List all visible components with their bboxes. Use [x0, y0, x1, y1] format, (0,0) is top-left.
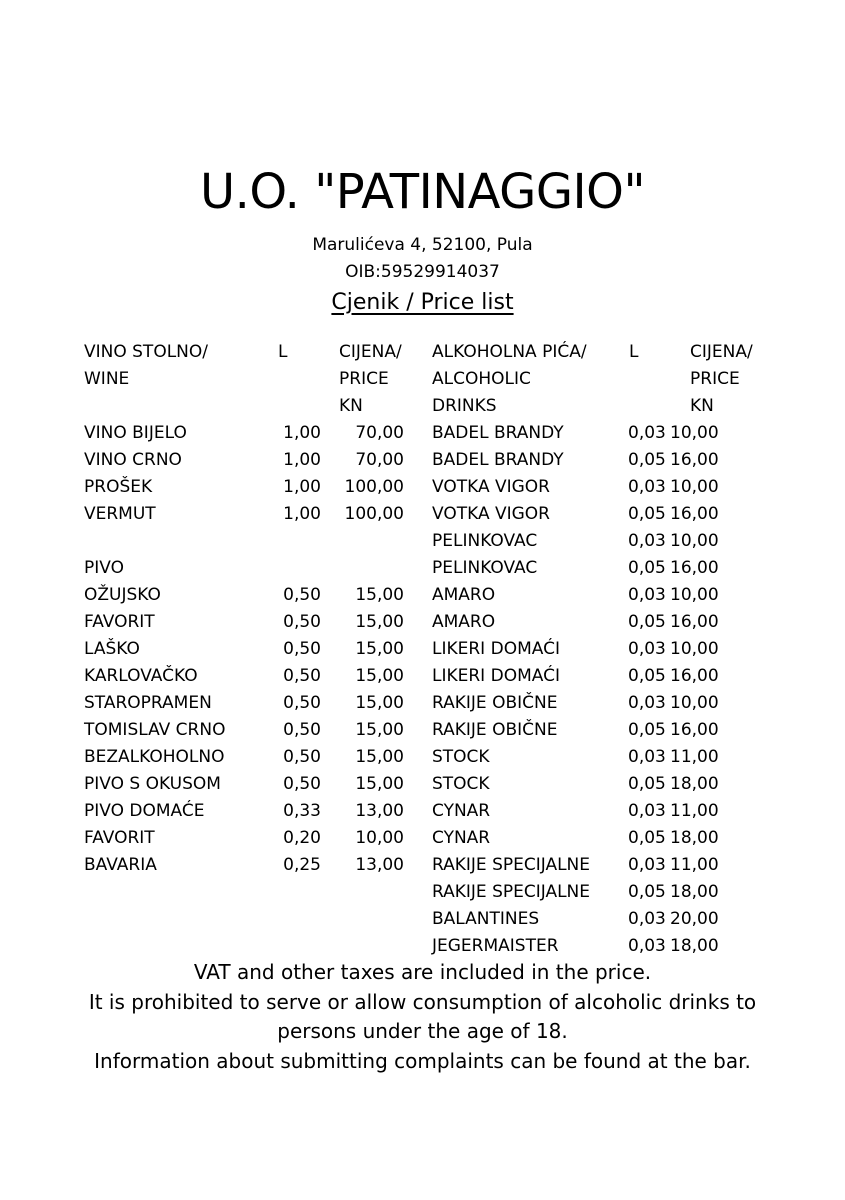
item-name: RAKIJE OBIČNE [432, 720, 558, 740]
item-name: STAROPRAMEN [84, 693, 212, 713]
item-price: 13,00 [355, 801, 404, 821]
footer-alcohol-note: It is prohibited to serve or allow consumption of alcoholic drinks to [88, 989, 757, 1014]
item-price [321, 555, 404, 582]
item-price: 10,00 [670, 639, 719, 659]
item-volume: 0,03 [628, 477, 666, 497]
price-row [432, 474, 740, 501]
item-volume: 1,00 [283, 477, 321, 497]
item-price: 15,00 [355, 585, 404, 605]
item-price [321, 528, 404, 555]
item-name: VINO BIJELO [84, 423, 187, 443]
item-name: AMARO [432, 612, 496, 632]
item-price: 10,00 [355, 828, 404, 848]
wine-beer-price-table [84, 420, 404, 879]
item-price: 18,00 [670, 936, 719, 956]
price-row [84, 555, 404, 582]
price-row [84, 528, 404, 555]
item-price: 10,00 [670, 693, 719, 713]
item-price: 15,00 [355, 720, 404, 740]
item-name: JEGERMAISTER [432, 936, 559, 956]
price-row [84, 420, 404, 447]
item-price: 15,00 [355, 693, 404, 713]
price-row [84, 744, 404, 771]
footer-complaints-note: Information about submitting complaints can be found at the bar. [94, 1048, 751, 1073]
price-row [432, 906, 740, 933]
item-volume: 0,50 [283, 612, 321, 632]
item-name: PIVO [84, 558, 124, 578]
item-price: 70,00 [355, 423, 404, 443]
item-name: PIVO S OKUSOM [84, 774, 221, 794]
item-name: FAVORIT [84, 612, 155, 632]
price-row [84, 690, 404, 717]
item-name: RAKIJE OBIČNE [432, 693, 558, 713]
item-name: STOCK [432, 747, 490, 767]
price-row [432, 501, 740, 528]
item-name: LIKERI DOMAĆI [432, 666, 560, 686]
item-volume: 0,50 [283, 585, 321, 605]
item-name: TOMISLAV CRNO [84, 720, 226, 740]
item-price: 15,00 [355, 612, 404, 632]
item-name: VERMUT [84, 504, 156, 524]
item-volume: 0,33 [283, 801, 321, 821]
item-volume: 1,00 [283, 450, 321, 470]
price-row [432, 933, 740, 960]
footer-age-note: persons under the age of 18. [277, 1019, 568, 1043]
item-volume: 0,03 [628, 801, 666, 821]
price-row [84, 825, 404, 852]
item-name: OŽUJSKO [84, 585, 161, 605]
price-row [432, 528, 740, 555]
item-price: 16,00 [670, 558, 719, 578]
price-row [84, 798, 404, 825]
item-price: 16,00 [670, 450, 719, 470]
item-volume: 0,05 [628, 774, 666, 794]
item-name [84, 528, 277, 555]
item-volume: 0,05 [628, 828, 666, 848]
venue-address: Marulićeva 4, 52100, Pula [312, 235, 533, 255]
item-volume: 0,03 [628, 693, 666, 713]
item-volume: 0,03 [628, 909, 666, 929]
item-name: CYNAR [432, 801, 491, 821]
item-price: 16,00 [670, 720, 719, 740]
item-volume: 1,00 [283, 423, 321, 443]
price-row [84, 852, 404, 879]
item-volume: 0,05 [628, 504, 666, 524]
price-row [84, 447, 404, 474]
item-name: PELINKOVAC [432, 558, 538, 578]
item-volume [277, 555, 321, 582]
price-row [432, 771, 740, 798]
item-price: 100,00 [344, 504, 404, 524]
item-price: 16,00 [670, 504, 719, 524]
price-row [432, 690, 740, 717]
item-name: LAŠKO [84, 639, 140, 659]
item-price: 18,00 [670, 774, 719, 794]
item-price: 15,00 [355, 774, 404, 794]
item-name: BADEL BRANDY [432, 450, 564, 470]
item-volume: 0,03 [628, 585, 666, 605]
item-volume: 0,25 [283, 855, 321, 875]
price-row [84, 717, 404, 744]
venue-title: U.O. "PATINAGGIO" [199, 164, 646, 220]
price-row [432, 825, 740, 852]
price-row [432, 879, 740, 906]
item-name: STOCK [432, 774, 490, 794]
item-price: 15,00 [355, 747, 404, 767]
item-name: RAKIJE SPECIJALNE [432, 882, 591, 902]
item-volume: 0,05 [628, 612, 666, 632]
price-row [432, 798, 740, 825]
item-price: 70,00 [355, 450, 404, 470]
item-volume [277, 528, 321, 555]
item-name: VINO CRNO [84, 450, 182, 470]
item-volume: 0,03 [628, 936, 666, 956]
price-row [84, 582, 404, 609]
footer-notice [40, 958, 805, 1076]
item-name: BAVARIA [84, 855, 157, 875]
item-volume: 0,03 [628, 855, 666, 875]
price-row [432, 636, 740, 663]
item-price: 20,00 [670, 909, 719, 929]
item-volume: 0,50 [283, 693, 321, 713]
price-row [84, 474, 404, 501]
item-name: PELINKOVAC [432, 531, 538, 551]
item-price: 10,00 [670, 585, 719, 605]
item-name: VOTKA VIGOR [432, 477, 550, 497]
item-price: 10,00 [670, 423, 719, 443]
item-price: 11,00 [670, 801, 719, 821]
footer-vat-note: VAT and other taxes are included in the price. [193, 960, 652, 984]
price-row [84, 501, 404, 528]
price-row [84, 663, 404, 690]
item-name: BADEL BRANDY [432, 423, 564, 443]
item-volume: 0,05 [628, 558, 666, 578]
item-name: CYNAR [432, 828, 491, 848]
price-list-heading: Cjenik / Price list [331, 290, 514, 315]
item-volume: 0,50 [283, 774, 321, 794]
item-name: AMARO [432, 585, 496, 605]
item-price: 18,00 [670, 882, 719, 902]
item-name: BALANTINES [432, 909, 540, 929]
item-volume: 0,20 [283, 828, 321, 848]
item-name: FAVORIT [84, 828, 155, 848]
item-volume: 0,05 [628, 450, 666, 470]
left-price-header: CIJENA/ PRICE KN [339, 342, 402, 416]
price-row [432, 582, 740, 609]
item-price: 18,00 [670, 828, 719, 848]
spirits-price-table [432, 420, 740, 960]
item-name: BEZALKOHOLNO [84, 747, 225, 767]
price-row [432, 447, 740, 474]
item-name: RAKIJE SPECIJALNE [432, 855, 591, 875]
left-liter-header: L [278, 342, 288, 362]
item-volume: 0,05 [628, 666, 666, 686]
item-volume: 0,03 [628, 747, 666, 767]
right-liter-header: L [629, 342, 639, 362]
item-name: VOTKA VIGOR [432, 504, 550, 524]
item-price: 16,00 [670, 666, 719, 686]
item-price: 10,00 [670, 531, 719, 551]
item-volume: 0,03 [628, 639, 666, 659]
item-volume: 0,50 [283, 639, 321, 659]
item-price: 15,00 [355, 666, 404, 686]
left-name-header: VINO STOLNO/ WINE [84, 342, 208, 389]
item-price: 11,00 [670, 747, 719, 767]
item-volume: 0,05 [628, 882, 666, 902]
price-row [432, 609, 740, 636]
item-volume: 0,05 [628, 720, 666, 740]
price-row [84, 636, 404, 663]
item-price: 16,00 [670, 612, 719, 632]
price-row [432, 555, 740, 582]
price-row [432, 852, 740, 879]
item-volume: 0,03 [628, 531, 666, 551]
item-name: KARLOVAČKO [84, 666, 198, 686]
item-volume: 0,03 [628, 423, 666, 443]
right-name-header: ALKOHOLNA PIĆA/ ALCOHOLIC DRINKS [432, 342, 587, 416]
item-name: LIKERI DOMAĆI [432, 639, 560, 659]
item-price: 11,00 [670, 855, 719, 875]
item-volume: 0,50 [283, 666, 321, 686]
right-price-header: CIJENA/ PRICE KN [690, 342, 753, 416]
item-volume: 0,50 [283, 720, 321, 740]
item-volume: 0,50 [283, 747, 321, 767]
price-row [432, 744, 740, 771]
item-name: PROŠEK [84, 477, 153, 497]
venue-oib: OIB:59529914037 [345, 262, 500, 282]
price-row [432, 663, 740, 690]
price-row [84, 609, 404, 636]
item-price: 13,00 [355, 855, 404, 875]
item-price: 10,00 [670, 477, 719, 497]
item-price: 100,00 [344, 477, 404, 497]
item-name: PIVO DOMAĆE [84, 801, 205, 821]
item-price: 15,00 [355, 639, 404, 659]
item-volume: 1,00 [283, 504, 321, 524]
price-row [432, 717, 740, 744]
price-row [84, 771, 404, 798]
price-row [432, 420, 740, 447]
